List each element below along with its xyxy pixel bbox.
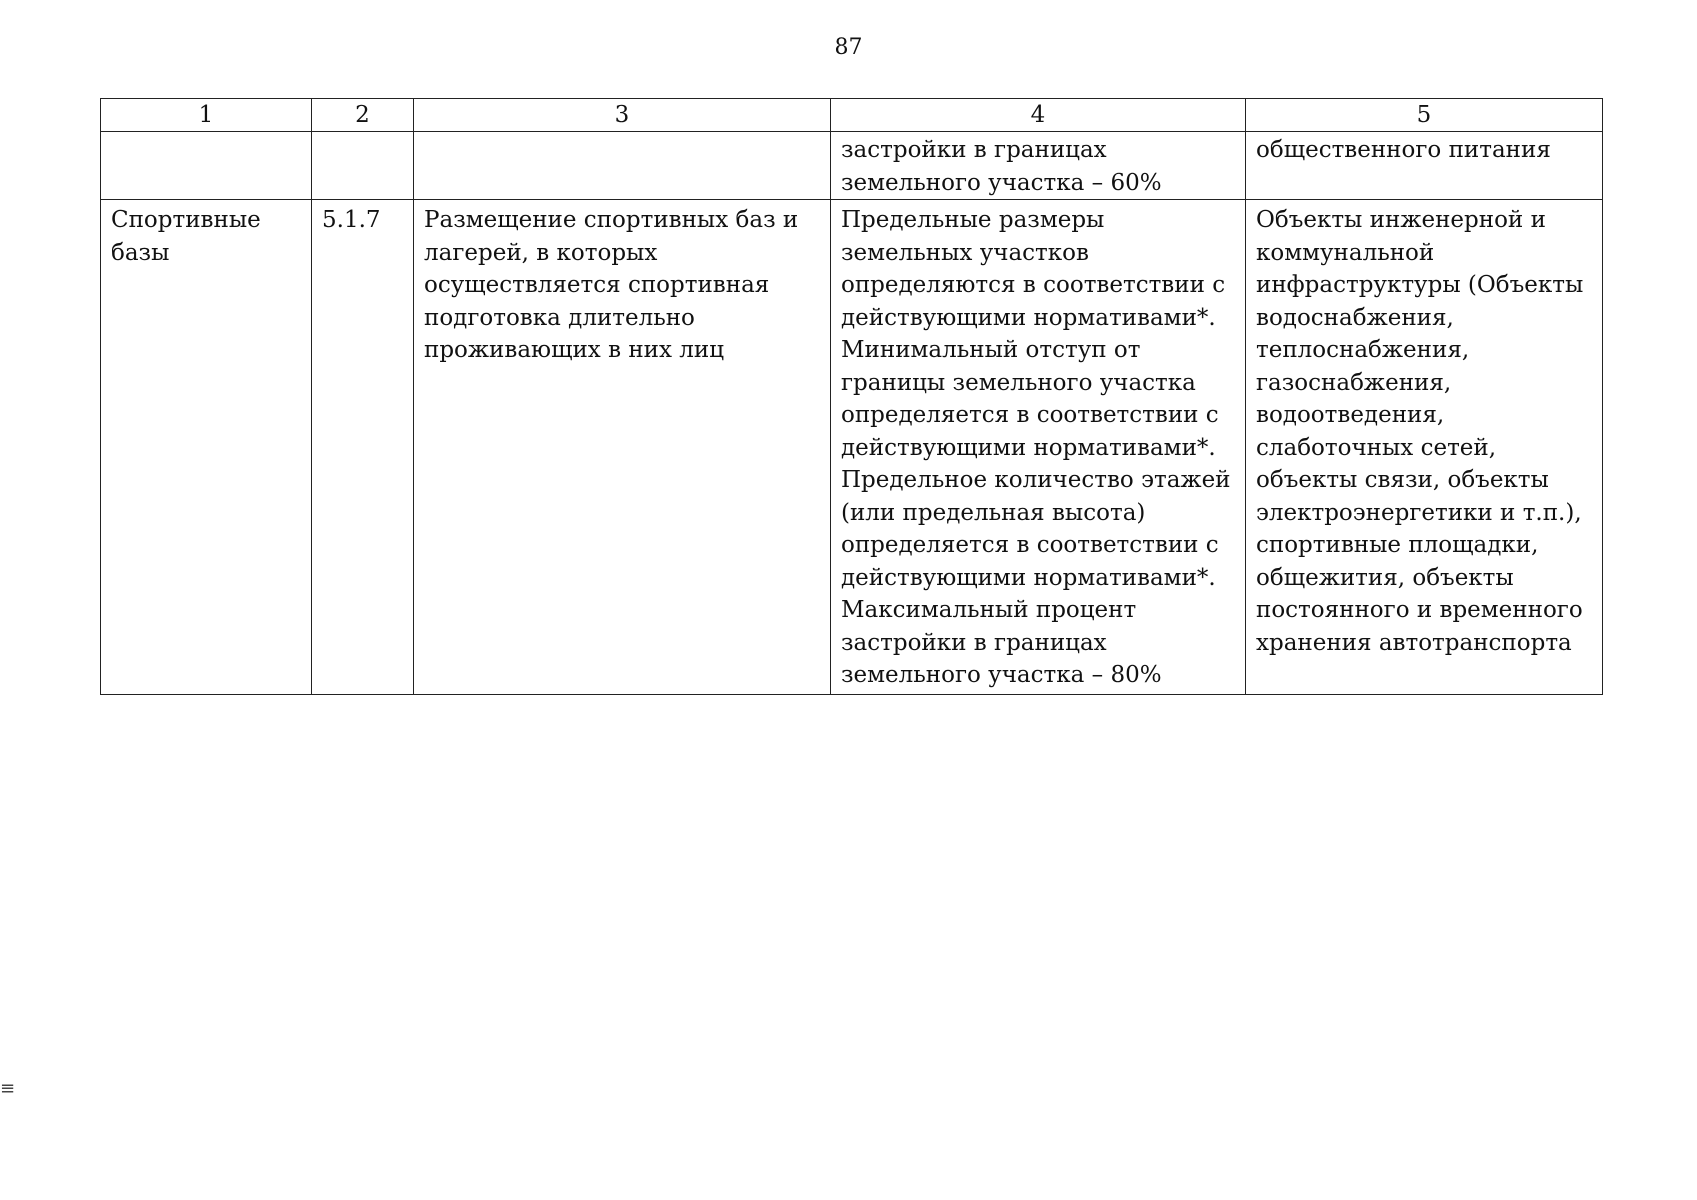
cell-description xyxy=(414,132,831,200)
table-row xyxy=(101,200,1603,695)
column-header-2: 2 xyxy=(312,99,414,132)
column-header-4: 4 xyxy=(831,99,1246,132)
column-header-3: 3 xyxy=(414,99,831,132)
document-table xyxy=(100,98,1603,695)
column-header-5: 5 xyxy=(1246,99,1603,132)
parameter-floors: Предельное количество этажей (или предельная высота) определяется в соответствии с действующими нормативами*. xyxy=(841,467,1231,591)
parameter-min-setback: Минимальный отступ от границы земельного участка определяется в соответствии с действующими нормативами*. xyxy=(841,337,1219,461)
cell-parameters: застройки в границах земельного участка – 60% xyxy=(831,132,1246,200)
cell-name xyxy=(101,132,312,200)
table-header-row xyxy=(101,99,1603,132)
cell-auxiliary-uses: Объекты инженерной и коммунальной инфраструктуры (Объекты водоснабжения, теплоснабжения, газоснабжения, водоотведения, слаботочных сетей, объекты связи, объекты электроэнергетики и т.п.), спортивные площадки, общежития, объекты постоянного и временного хранения автотранспорта xyxy=(1246,200,1603,695)
parameter-max-coverage: Максимальный процент застройки в границах земельного участка – 80% xyxy=(841,597,1162,688)
cell-code xyxy=(312,132,414,200)
scan-edge-mark: ≡ xyxy=(0,1078,16,1099)
cell-auxiliary-uses: общественного питания xyxy=(1246,132,1603,200)
cell-name: Спортивные базы xyxy=(101,200,312,695)
cell-parameters xyxy=(831,200,1246,695)
column-header-1: 1 xyxy=(101,99,312,132)
parameter-plot-size: Предельные размеры земельных участков определяются в соответствии с действующими нормативами*. xyxy=(841,207,1226,331)
cell-description: Размещение спортивных баз и лагерей, в которых осуществляется спортивная подготовка длительно проживающих в них лиц xyxy=(414,200,831,695)
table-row xyxy=(101,132,1603,200)
page-number: 87 xyxy=(834,35,863,60)
cell-code: 5.1.7 xyxy=(312,200,414,695)
